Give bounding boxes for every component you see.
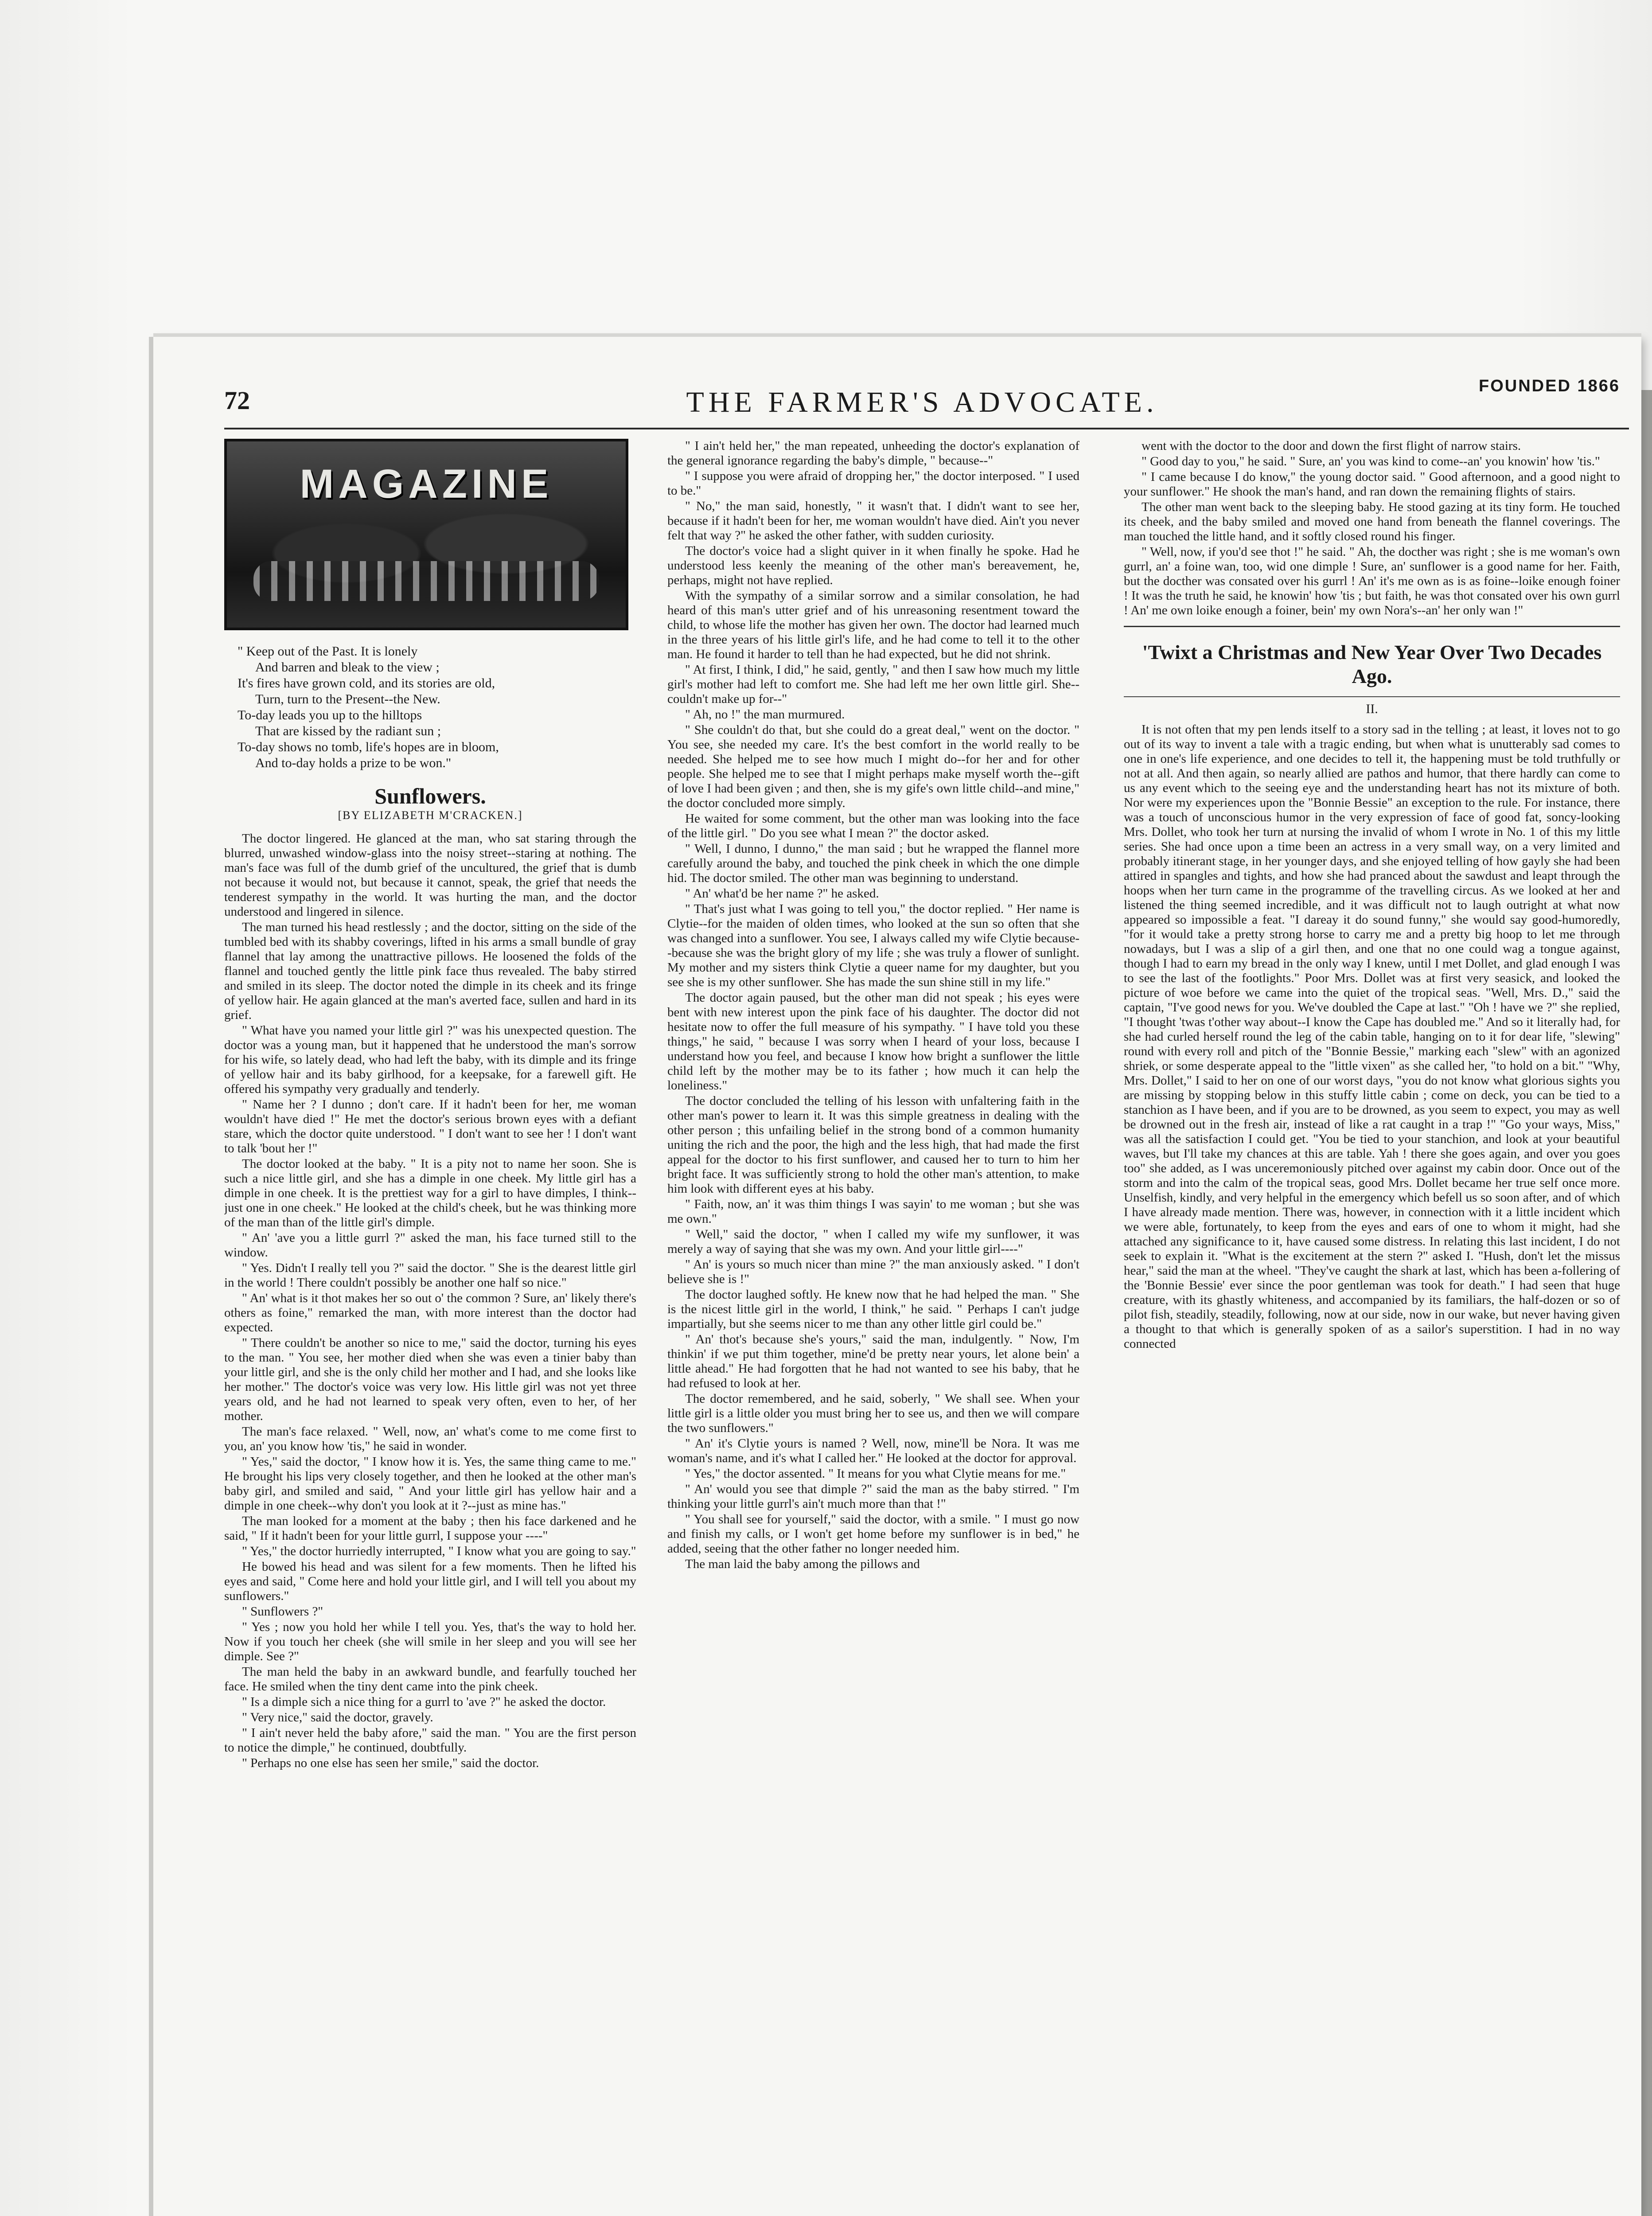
paragraph: The man's face relaxed. " Well, now, an' what's come to me come first to you, an' you know how 'tis," he said in wonder. (224, 1424, 636, 1453)
paragraph: " Good day to you," he said. " Sure, an' you was kind to come--an' you knowin' how 'tis." (1142, 454, 1600, 468)
paragraph: The man held the baby in an awkward bundle, and fearfully touched her face. He smiled when the tiny dent came into the pink cheek. (224, 1665, 636, 1693)
poem-line: And barren and bleak to the view ; (255, 660, 440, 675)
paragraph: The doctor laughed softly. He knew now that he had helped the man. " She is the nicest little girl in the world, I think," he said. " Perhaps I can't judge impartially, but she seems nicer to me than any other little girl could be." (667, 1287, 1079, 1331)
paragraph: " Yes ; now you hold her while I tell you. Yes, that's the way to hold her. Now if you touch her cheek (she will smile in her sleep and you will see her dimple. See ?" (224, 1620, 636, 1663)
paragraph: " I ain't held her," the man repeated, unheeding the doctor's explanation of the general ignorance regarding the baby's dimple, " because--" (667, 439, 1079, 468)
paragraph: He bowed his head and was silent for a few moments. Then he lifted his eyes and said, " Come here and hold your little girl, and I will tell you about my sunflowers." (224, 1560, 636, 1603)
paragraph: " An' is yours so much nicer than mine ?" the man anxiously asked. " I don't believe she is !" (667, 1257, 1079, 1286)
magazine-banner-image (224, 439, 628, 630)
paragraph: " An' would you see that dimple ?" said the man as the baby stirred. " I'm thinking your little gurrl's ain't much more than that !" (667, 1482, 1079, 1511)
paragraph: " What have you named your little girl ?" was his unexpected question. The doctor was a young man, but it happened that he understood the man's sorrow for his wife, so lately dead, who had left the baby, with its dimple and its fringe of yellow hair and its baby girlhood, for a keepsake, for a farewell gift. He offered his sympathy very gradually and tenderly. (224, 1023, 636, 1096)
paragraph: " I came because I do know," the young doctor said. " Good afternoon, and a good night to your sunflower." He shook the man's hand, and ran down the remaining flights of stairs. (1124, 470, 1620, 499)
page-header (224, 377, 1620, 425)
paragraph: " Yes. Didn't I really tell you ?" said the doctor. " She is the dearest little girl in the world ! There couldn't possibly be another one half so nice." (224, 1261, 636, 1290)
poem-line: And to-day holds a prize to be won." (255, 756, 452, 770)
banner-title: MAGAZINE (300, 461, 553, 507)
story-body-continued (667, 439, 1079, 1572)
poem-line: It's fires have grown cold, and its stories are old, (238, 676, 495, 691)
poem-line: " Keep out of the Past. It is lonely (238, 644, 418, 659)
title-rule (1124, 696, 1620, 697)
paragraph: The other man went back to the sleeping baby. He stood gazing at its tiny form. He touched its cheek, and the baby smiled and moved one hand from beneath the flannel coverings. The man touched the little hand, and it softly closed round his finger. (1124, 500, 1620, 543)
paragraph: " Is a dimple sich a nice thing for a gurrl to 'ave ?" he asked the doctor. (242, 1695, 606, 1709)
paragraph: went with the doctor to the door and down the first flight of narrow stairs. (1142, 439, 1521, 453)
second-story-number: II. (1366, 702, 1378, 716)
banner-decoration (253, 561, 599, 601)
header-rule (224, 428, 1629, 429)
poem-line: To-day leads you up to the hilltops (238, 708, 422, 722)
paragraph: " Faith, now, an' it was thim things I was sayin' to me woman ; but she was me own." (667, 1197, 1079, 1226)
poem-line: To-day shows no tomb, life's hopes are in bloom, (238, 740, 499, 754)
paragraph: The doctor remembered, and he said, soberly, " We shall see. When your little girl is a little older you must bring her to see us, and then we will compare the two sunflowers." (667, 1392, 1079, 1435)
paragraph: " An' what is it thot makes her so out o' the common ? Sure, an' likely there's others as foine," remarked the man, with more interest than the doctor had expected. (224, 1291, 636, 1334)
paragraph: " An' it's Clytie yours is named ? Well, now, mine'll be Nora. It was me woman's name, and it's what I called her." He looked at the doctor for approval. (667, 1436, 1079, 1465)
paragraph: " Well, now, if you'd see thot !" he said. " Ah, the docther was right ; she is me woman's own gurrl, an' a foine wan, too, wid one dimple ! Sure, an' sunflower is a good name for her. Faith, but the docther was consated over his gurrl ! An' it's me own as is as foine--loike enough foiner ! It was the truth he said, he knowin' how 'tis ; but faith, he was thot consated over his own gurrl ! An' me own loike enough a foiner, bein' my own Nora's--an' her only wan !" (1124, 545, 1620, 617)
paragraph: " Well," said the doctor, " when I called my wife my sunflower, it was merely a way of saying that she was my own. And your little girl----" (667, 1227, 1079, 1256)
paragraph: " Name her ? I dunno ; don't care. If it hadn't been for her, me woman wouldn't have died !" He met the doctor's serious brown eyes with a defiant stare, which the doctor quite understood. " I don't want to see her ! I don't want to talk 'bout her !" (224, 1097, 636, 1155)
paragraph: With the sympathy of a similar sorrow and a similar consolation, he had heard of this man's utter grief and of his unreasoning resentment toward the child, to whose life the mother has given her own. The doctor had learned much in the three years of his little girl's life, and he had come to tell it to the other man. He found it harder to tell than he had expected, but he did not shrink. (667, 589, 1079, 661)
paragraph: The doctor concluded the telling of his lesson with unfaltering faith in the other man's power to learn it. It was this simple greatness in dealing with the other person ; this unfailing belief in the strong bond of a common humanity uniting the rich and the poor, the high and the less high, that had made the first appeal for the doctor to his first sunflower, and caused her to turn to him her bright face. It was sufficiently strong to hold the other man's attention, to make him look with different eyes at his baby. (667, 1094, 1079, 1196)
column-2 (667, 439, 1079, 2216)
paragraph: " Ah, no !" the man murmured. (685, 707, 845, 722)
column-1 (224, 439, 636, 2216)
section-divider (1124, 626, 1620, 627)
paragraph: The doctor's voice had a slight quiver in it when finally he spoke. Had he understood less keenly the meaning of the other man's bereavement, he, perhaps, might not have replied. (667, 544, 1079, 587)
paragraph: " You shall see for yourself," said the doctor, with a smile. " I must go now and finish my calls, or I won't get home before my sunflower is in bed," he added, seeing that the other father no longer needed him. (667, 1512, 1079, 1556)
paragraph: " An' thot's because she's yours," said the man, indulgently. " Now, I'm thinkin' if we put thim together, mine'd be pretty near yours, let alone bein' a little ahead." He had forgotten that he had not wanted to see his baby, that he had refused to look at her. (667, 1332, 1079, 1390)
second-story-body (1124, 722, 1620, 1351)
paragraph: " Well, I dunno, I dunno," the man said ; but he wrapped the flannel more carefully around the baby, and touched the pink cheek in which the one dimple hid. The doctor smiled. The other man was beginning to understand. (667, 842, 1079, 885)
story-title: Sunflowers. (374, 784, 486, 808)
masthead-title: THE FARMER'S ADVOCATE. (686, 386, 1158, 418)
paragraph: It is not often that my pen lends itself to a story sad in the telling ; at least, it loves not to go out of its way to invent a tale with a tragic ending, but when what is unutterably sad comes to one in one's life experience, and one decides to tell it, the happening must be told truthfully or not at all. And then again, so nearly allied are pathos and humor, that there hardly can come to us any event which to the seeing eye and the understanding heart has not its mixture of both. Nor were my experiences upon the "Bonnie Bessie" an exception to the rule. For instance, there was a touch of unconscious humor in the very expression of face of good fat, soncy-looking Mrs. Dollet, who took her turn at nursing the invalid of whom I wrote in No. 1 of this my little series. She had once upon a time been an actress in a very small way, on a very limited and probably itinerant stage, in her younger days, and she enjoyed telling of how gayly she had been attired in spangles and tights, and how she had pranced about the sawdust and leapt through the hoops when her turn came in the programme of the travelling circus. As we looked at her and listened the thing seemed incredible, and it was difficult not to laugh outright at what now appeared so impossible a feat. "I dareay it do sound funny," she would say good-humoredly, "for it would take a pretty strong horse to carry me and a pretty big hoop to let me through nowadays, but I was a slip of a girl then, and one that no one could wag a tongue against, though I had to earn my bread in the only way I knew, until I met Dollet, and glad enough I was to see the last of the footlights." Poor Mrs. Dollet was at first very seasick, and looked the picture of woe before we came into the quiet of the tropical seas. "Well, Mrs. D.," said the captain, "I've good news for you. We've doubled the Cape at last." "Oh ! have we ?" she replied, "I thought 'twas t'other way about--I know the Cape has doubled me." And so it literally had, for she had curled herself round the leg of the cabin table, hanging on to it for dear life, "slewing" round with every roll and pitch of the "Bonnie Bessie," marking each "slew" with an agonized shriek, or some desperate appeal to the "little vixen" as she called her, "to hold on a bit." "Why, Mrs. Dollet," I said to her on one of our worst days, "you do not know what glorious sights you are missing by stopping below in this stuffy little cabin ; come on deck, you can be tied to a stanchion as I have been, and if you are to be drowned, as you seem to expect, you may as well be drowned out in the fresh air, instead of like a rat caught in a trap !" "Go your ways, Miss," was all the satisfaction I could get. "You be tied to your stanchion, and look at your beautiful waves, but I'll take my chances at this are table. Yah ! there she goes again, and over you goes too" she added, as I was unceremoniously pitched over against my cabin door. Once out of the storm and into the calm of the tropical seas, good Mrs. Dollet became her true self once more. Unselfish, kindly, and very helpful in the emergency which befell us so soon after, and of which I have already made mention. There was, however, in connection with it a little incident which we were able, fortunately, to keep from the eyes and ears of one to whom it might, had she attached any significance to it, have caused some distress. In relating this last incident, I do not seek to explain it. "What is the excitement at the stern ?" asked I. "Hush, don't let the missus hear," said the man at the wheel. "They've caught the shark at last, which has been a-follering of the 'Bonnie Bessie' ever since the poor gentleman was took for death." I had seen that huge creature, with its ghastly whiteness, and accompanied by its familiars, the half-dozen or so of pilot fish, steadily, steadily, following, now at our side, now in our wake, but never having given a thought to that which is generally spoken of as a sailor's superstition. I had in no way connected (1124, 722, 1620, 1351)
paragraph: " At first, I think, I did," he said, gently, " and then I saw how much my little girl's mother had left to comfort me. She had left me her own little girl. She--couldn't make up for--" (667, 663, 1079, 706)
paragraph: " I ain't never held the baby afore," said the man. " You are the first person to notice the dimple," he continued, doubtfully. (224, 1726, 636, 1755)
paragraph: " An' 'ave you a little gurrl ?" asked the man, his face turned still to the window. (224, 1231, 636, 1260)
paragraph: " Very nice," said the doctor, gravely. (242, 1710, 433, 1724)
paragraph: " That's just what I was going to tell you," the doctor replied. " Her name is Clytie--for the maiden of olden times, who looked at the sun so often that she was changed into a sunflower. You see, I always called my wife Clytie because--because she was the bright glory of my life ; she was truly a flower of sunlight. My mother and my sisters think Clytie a queer name for my daughter, but you see she is my other sunflower. She has made the sun shine still in my life." (667, 902, 1079, 989)
paragraph: " I suppose you were afraid of dropping her," the doctor interposed. " I used to be." (667, 469, 1079, 498)
poem-line: That are kissed by the radiant sun ; (255, 724, 441, 738)
paragraph: The man turned his head restlessly ; and the doctor, sitting on the side of the tumbled bed with its shabby coverings, lifted in his arms a small bundle of gray flannel that lay among the unattractive pillows. He loosened the folds of the flannel and touched gently the little pink face thus revealed. The baby stirred and smiled in its sleep. The doctor noted the dimple in its cheek and its fringe of yellow hair. He again glanced at the man's averted face, sullen and hard in its grief. (224, 920, 636, 1022)
paragraph: The man laid the baby among the pillows and (685, 1557, 920, 1571)
story-byline: [BY ELIZABETH M'CRACKEN.] (338, 809, 523, 822)
poem-line: Turn, turn to the Present--the New. (255, 692, 440, 706)
paragraph: The doctor lingered. He glanced at the man, who sat staring through the blurred, unwashed window-glass into the noisy street--staring at nothing. The man's face was full of the dumb grief of the uncultured, the grief that is dumb not because it would not, but because it cannot, speak, the grief that needs the tenderest sympathy in the world. It was hurting the man, and the doctor understood and lingered in silence. (224, 831, 636, 919)
paragraph: " Perhaps no one else has seen her smile," said the doctor. (242, 1756, 539, 1770)
paragraph: The doctor looked at the baby. " It is a pity not to name her soon. She is such a nice little girl, and she has a dimple in one cheek. My little girl has a dimple in one cheek. It is the prettiest way for a girl to have dimples, I think--just one in one cheek." He looked at the child's cheek, but he was thinking more of the man than of the little girl's dimple. (224, 1157, 636, 1229)
paragraph: " Sunflowers ?" (242, 1604, 323, 1619)
founded-label: FOUNDED 1866 (1479, 377, 1620, 395)
paragraph: " No," the man said, honestly, " it wasn't that. I didn't want to see her, because if it hadn't been for her, me woman wouldn't have died. Ain't you never felt that way ?" he asked the other father, with sudden curiosity. (667, 499, 1079, 542)
paragraph: " There couldn't be another so nice to me," said the doctor, turning his eyes to the man. " You see, her mother died when she was even a tinier baby than your little girl, and she is the only child her mother and I had, and she looks like her mother." The doctor's voice was very low. His little girl was not yet three years old, and he had not learned to speak very often, even to her, of her mother. (224, 1336, 636, 1423)
paragraph: He waited for some comment, but the other man was looking into the face of the little girl. " Do you see what I mean ?" the doctor asked. (667, 811, 1079, 840)
paragraph: " Yes," the doctor assented. " It means for you what Clytie means for me." (685, 1467, 1066, 1481)
story-body (224, 831, 636, 1771)
paragraph: " Yes," said the doctor, " I know how it is. Yes, the same thing came to me." He brought his lips very closely together, and then he looked at the other man's baby girl, and smiled and said, " And your little girl has yellow hair and a dimple in one cheek--why don't you look at it ?--just as mine has." (224, 1455, 636, 1513)
page-number: 72 (224, 386, 250, 415)
paragraph: The man looked for a moment at the baby ; then his face darkened and he said, " If it hadn't been for your little gurrl, I suppose your ----" (224, 1514, 636, 1543)
column-3 (1124, 439, 1620, 2216)
paragraph: " Yes," the doctor hurriedly interrupted, " I know what you are going to say." (242, 1544, 636, 1558)
opening-poem (238, 644, 636, 771)
paragraph: The doctor again paused, but the other man did not speak ; his eyes were bent with new interest upon the pink face of his daughter. The doctor did not hesitate now to offer the full measure of his sympathy. " I have told you these things," he said, " because I was sorry when I heard of your loss, because I understand how you feel, and because I know how bright a sunflower the little child left by the mother may be to its father ; how much it can help the loneliness." (667, 991, 1079, 1092)
newspaper-page (153, 337, 1641, 2216)
second-story-title: 'Twixt a Christmas and New Year Over Two Decades Ago. (1142, 641, 1602, 687)
story-conclusion (1124, 439, 1620, 618)
paragraph: " An' what'd be her name ?" he asked. (685, 886, 879, 901)
paragraph: " She couldn't do that, but she could do a great deal," went on the doctor. " You see, she needed my care. It's the best comfort in the world really to be needed. She helped me to see how much I might do--for her and for other people. She helped me to see that I might perhaps make myself worth the--gift of love I had been given ; and then, she is my gife's own little child--and mine," the doctor concluded more simply. (667, 723, 1079, 810)
